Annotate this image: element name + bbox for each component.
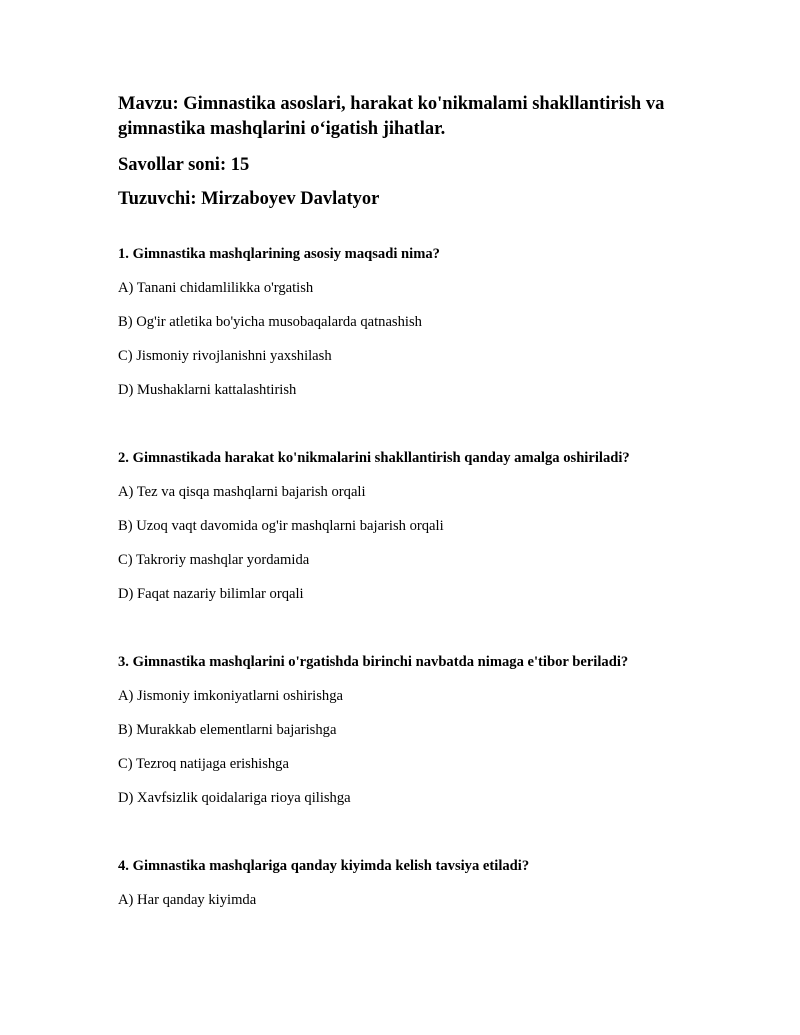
topic-heading: Mavzu: Gimnastika asoslari, harakat ko'nikmalami shakllantirish va gimnastika mashqlarini o‘igatish jihatlar. [118, 94, 665, 139]
question-block [118, 449, 718, 603]
author-line: Tuzuvchi: Mirzaboyev Davlatyor [118, 189, 380, 209]
answer-option: C) Jismoniy rivojlanishni yaxshilash [118, 348, 332, 364]
question-title: 2. Gimnastikada harakat ko'nikmalarini shakllantirish qanday amalga oshiriladi? [118, 450, 630, 466]
answer-option: A) Tez va qisqa mashqlarni bajarish orqali [118, 484, 366, 500]
question-block [118, 245, 718, 399]
answer-option: A) Har qanday kiyimda [118, 892, 257, 908]
answer-option: B) Murakkab elementlarni bajarishga [118, 722, 337, 738]
document-page [118, 92, 718, 909]
answer-option: B) Og'ir atletika bo'yicha musobaqalarda qatnashish [118, 314, 422, 330]
question-count: Savollar soni: 15 [118, 155, 250, 175]
question-title: 1. Gimnastika mashqlarining asosiy maqsadi nima? [118, 246, 440, 262]
answer-option: A) Jismoniy imkoniyatlarni oshirishga [118, 688, 343, 704]
question-block [118, 857, 718, 909]
answer-option: A) Tanani chidamlilikka o'rgatish [118, 280, 314, 296]
answer-option: C) Takroriy mashqlar yordamida [118, 552, 310, 568]
answer-option: D) Xavfsizlik qoidalariga rioya qilishga [118, 790, 351, 806]
question-block [118, 653, 718, 807]
answer-option: D) Mushaklarni kattalashtirish [118, 382, 297, 398]
question-title: 4. Gimnastika mashqlariga qanday kiyimda kelish tavsiya etiladi? [118, 858, 530, 874]
answer-option: D) Faqat nazariy bilimlar orqali [118, 586, 304, 602]
answer-option: B) Uzoq vaqt davomida og'ir mashqlarni bajarish orqali [118, 518, 444, 534]
question-title: 3. Gimnastika mashqlarini o'rgatishda birinchi navbatda nimaga e'tibor beriladi? [118, 654, 629, 670]
answer-option: C) Tezroq natijaga erishishga [118, 756, 289, 772]
